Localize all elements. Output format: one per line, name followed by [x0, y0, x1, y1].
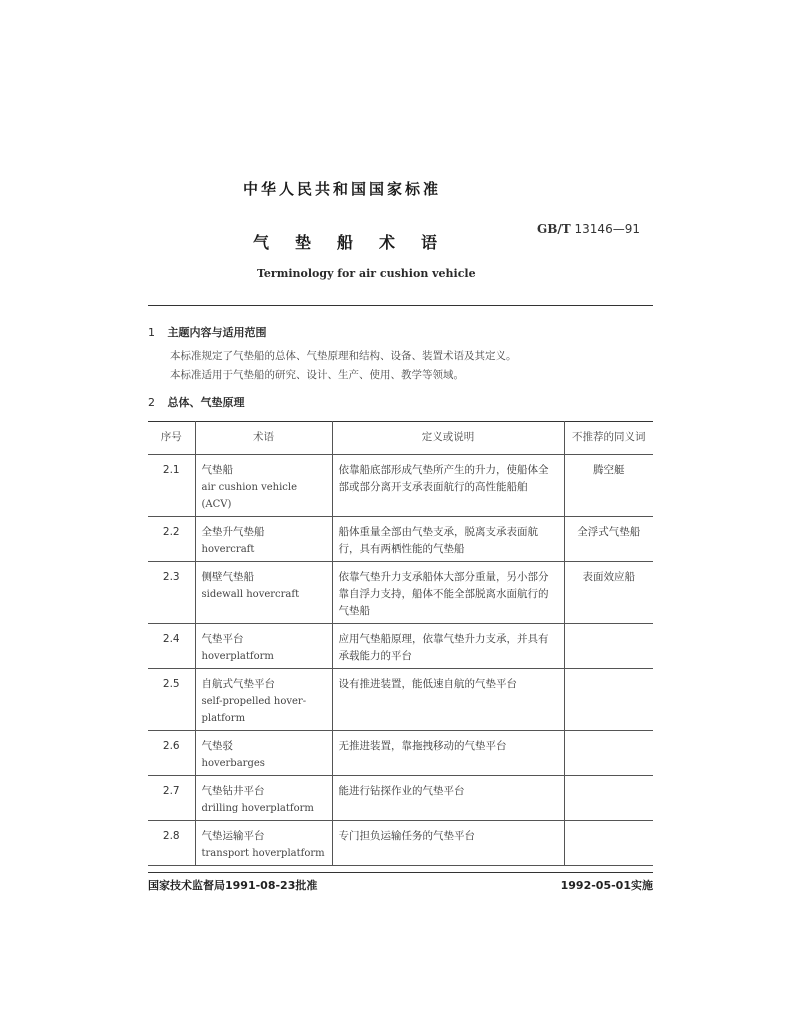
term-not-recommended — [564, 624, 653, 669]
term-cell — [195, 821, 332, 866]
table-row — [148, 821, 653, 866]
term-not-recommended: 腾空艇 — [564, 455, 653, 517]
table-row — [148, 624, 653, 669]
term-chinese: 气垫船 — [201, 464, 233, 476]
section-1-paragraph: 本标准规定了气垫船的总体、气垫原理和结构、设备、装置术语及其定义。 — [170, 350, 517, 362]
document-title: 气垫船术语 — [253, 233, 464, 252]
term-not-recommended — [564, 821, 653, 866]
term-definition: 船体重量全部由气垫支承，脱离支承表面航行，具有两栖性能的气垫船 — [332, 517, 564, 562]
effective-date: 1992-05-01实施 — [560, 879, 653, 892]
term-english: hoverbarges — [201, 758, 265, 769]
term-chinese: 气垫驳 — [201, 740, 233, 752]
section-title: 主题内容与适用范围 — [167, 326, 267, 339]
term-not-recommended — [564, 731, 653, 776]
section-number: 2 — [148, 396, 155, 409]
term-number: 2.2 — [148, 517, 195, 562]
term-not-recommended — [564, 669, 653, 731]
term-number: 2.4 — [148, 624, 195, 669]
standard-code-number: 13146—91 — [574, 222, 640, 236]
term-definition: 能进行钻探作业的气垫平台 — [332, 776, 564, 821]
standard-code-prefix: GB/T — [537, 222, 571, 236]
section-title: 总体、气垫原理 — [167, 396, 245, 409]
term-english: self-propelled hover-platform — [201, 696, 307, 724]
term-definition: 依靠气垫升力支承船体大部分重量，另小部分靠自浮力支持，船体不能全部脱离水面航行的气垫船 — [332, 562, 564, 624]
table-row — [148, 731, 653, 776]
table-row — [148, 669, 653, 731]
term-definition: 无推进装置，靠拖拽移动的气垫平台 — [332, 731, 564, 776]
term-number: 2.3 — [148, 562, 195, 624]
term-number: 2.7 — [148, 776, 195, 821]
term-english: hoverplatform — [201, 651, 274, 662]
term-english: transport hoverplatform — [201, 848, 325, 859]
term-english: sidewall hovercraft — [201, 589, 300, 600]
term-definition: 专门担负运输任务的气垫平台 — [332, 821, 564, 866]
term-cell — [195, 731, 332, 776]
term-number: 2.6 — [148, 731, 195, 776]
document-title-english: Terminology for air cushion vehicle — [257, 267, 476, 280]
term-number: 2.5 — [148, 669, 195, 731]
table-row — [148, 776, 653, 821]
terms-table — [148, 421, 653, 866]
term-not-recommended — [564, 776, 653, 821]
section-1-heading — [148, 324, 267, 340]
term-definition: 依靠船底部形成气垫所产生的升力，使船体全部或部分离开支承表面航行的高性能船舶 — [332, 455, 564, 517]
standard-code — [537, 222, 640, 236]
table-row — [148, 455, 653, 517]
table-row — [148, 562, 653, 624]
term-number: 2.1 — [148, 455, 195, 517]
term-english: drilling hoverplatform — [201, 803, 314, 814]
term-english: air cushion vehicle (ACV) — [201, 482, 297, 510]
term-definition: 应用气垫船原理，依靠气垫升力支承，并具有承载能力的平台 — [332, 624, 564, 669]
header-divider — [148, 305, 653, 306]
term-chinese: 气垫钻井平台 — [201, 785, 265, 797]
term-cell — [195, 669, 332, 731]
approval-date: 国家技术监督局1991-08-23批准 — [148, 879, 318, 892]
term-cell — [195, 455, 332, 517]
term-chinese: 侧壁气垫船 — [201, 571, 254, 583]
column-header-term: 术语 — [195, 422, 332, 455]
section-2-heading — [148, 394, 245, 410]
table-header-row — [148, 422, 653, 455]
section-number: 1 — [148, 326, 155, 339]
term-chinese: 自航式气垫平台 — [201, 678, 275, 690]
column-header-definition: 定义或说明 — [332, 422, 564, 455]
term-chinese: 气垫运输平台 — [201, 830, 265, 842]
country-standard-heading: 中华人民共和国国家标准 — [243, 180, 442, 198]
term-chinese: 全垫升气垫船 — [201, 526, 265, 538]
term-cell — [195, 776, 332, 821]
table-row — [148, 517, 653, 562]
section-1-paragraph: 本标准适用于气垫船的研究、设计、生产、使用、教学等领域。 — [170, 369, 464, 381]
column-header-number: 序号 — [148, 422, 195, 455]
term-cell — [195, 517, 332, 562]
term-chinese: 气垫平台 — [201, 633, 244, 645]
term-cell — [195, 562, 332, 624]
term-definition: 设有推进装置，能低速自航的气垫平台 — [332, 669, 564, 731]
term-cell — [195, 624, 332, 669]
term-not-recommended: 全浮式气垫船 — [564, 517, 653, 562]
footer-divider — [148, 872, 653, 873]
column-header-not-recommended: 不推荐的同义词 — [564, 422, 653, 455]
term-not-recommended: 表面效应船 — [564, 562, 653, 624]
term-english: hovercraft — [201, 544, 255, 555]
term-number: 2.8 — [148, 821, 195, 866]
